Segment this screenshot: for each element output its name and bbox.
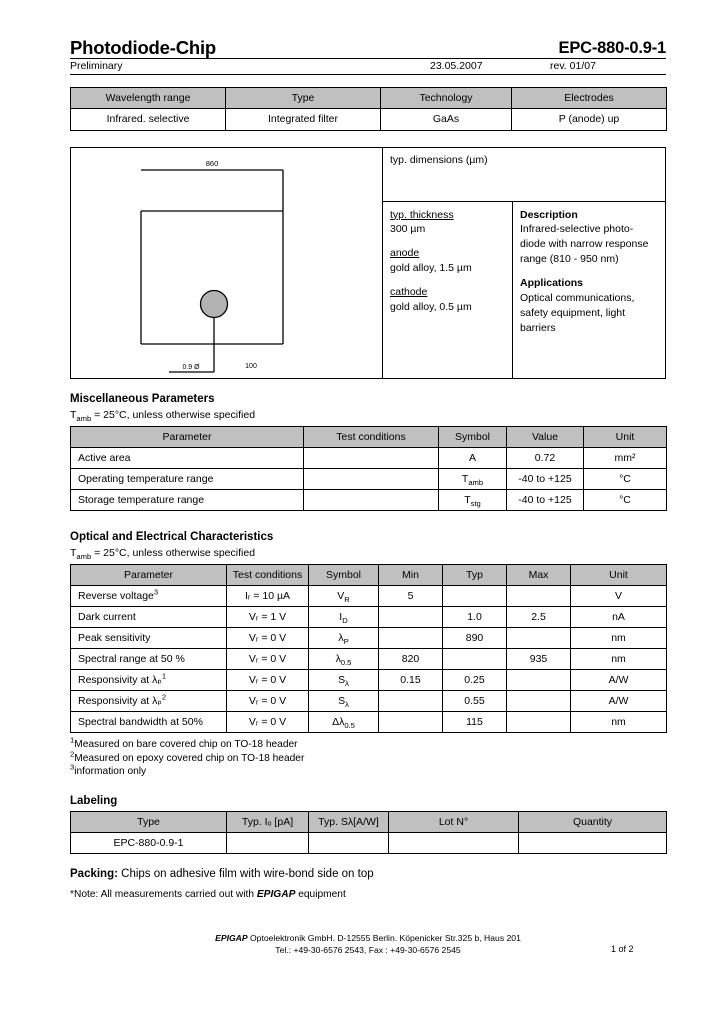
optical-condition-symbol: T	[70, 546, 77, 559]
measurement-note	[70, 880, 666, 900]
labeling-header-typ-id: Typ. Iₒ [pA]	[227, 811, 309, 832]
optical-typ-3	[443, 649, 507, 670]
footer-address-line	[70, 932, 666, 944]
optical-section-title: Optical and Electrical Characteristics	[70, 530, 274, 543]
table-row	[71, 468, 667, 489]
misc-param-0: Active area	[71, 447, 304, 468]
optical-typ-4: 0.25	[443, 670, 507, 691]
optical-unit-0: V	[571, 585, 667, 606]
optical-symbol-2: $\lambda_P$	[309, 627, 379, 648]
summary-value-type: Integrated filter	[226, 109, 381, 130]
dimension-label-pad: 0.9 Ø	[182, 363, 200, 371]
optical-unit-5: A/W	[571, 691, 667, 712]
misc-header-symbol: Symbol	[439, 426, 507, 447]
datasheet-page	[70, 0, 666, 900]
subheader	[70, 59, 666, 74]
optical-header-symbol: Symbol	[309, 564, 379, 585]
footnote-1: $^1$Measured on bare covered chip on TO-18 header	[70, 735, 298, 751]
optical-unit-2: nm	[571, 627, 667, 648]
optical-header-test-conditions: Test conditions	[227, 564, 309, 585]
table-header-row	[71, 88, 667, 109]
table-row	[71, 489, 667, 510]
misc-condition	[70, 409, 666, 426]
misc-condition-text: = 25°C, unless otherwise specified	[94, 408, 256, 421]
optical-min-0: 5	[379, 585, 443, 606]
description-cell	[513, 202, 665, 378]
typ-dimensions-label: typ. dimensions (µm)	[383, 148, 665, 202]
summary-header-wavelength: Wavelength range	[71, 88, 226, 109]
chip-drawing-panel	[71, 148, 383, 378]
table-row	[71, 606, 667, 627]
misc-unit-1: °C	[584, 468, 667, 489]
misc-unit-0: mm²	[584, 447, 667, 468]
optical-test-5: Vᵣ = 0 V	[227, 691, 309, 712]
table-row	[71, 691, 667, 712]
applications-body: Optical communications, safety equipment, light barriers	[520, 292, 635, 334]
cathode-label: cathode	[390, 286, 428, 299]
table-header-row	[71, 811, 667, 832]
misc-symbol-2: $T_{stg}$	[439, 489, 507, 510]
optical-param-4: Responsivity at λₚ$^1$	[71, 670, 227, 691]
anode-label: anode	[390, 247, 420, 260]
summary-value-technology: GaAs	[381, 109, 512, 130]
summary-value-wavelength: Infrared. selective	[71, 109, 226, 130]
labeling-value-lot[interactable]	[389, 832, 519, 853]
misc-value-1: -40 to +125	[507, 468, 584, 489]
table-header-row	[71, 564, 667, 585]
description-title: Description	[520, 208, 578, 221]
note-tail: equipment	[298, 888, 346, 900]
packing-label: Packing:	[70, 867, 118, 880]
labeling-value-type: EPC-880-0.9-1	[71, 832, 227, 853]
note-brand: EPIGAP	[256, 888, 296, 900]
optical-header-unit: Unit	[571, 564, 667, 585]
cathode-value: gold alloy, 0.5 µm	[390, 301, 472, 314]
optical-typ-0	[443, 585, 507, 606]
optical-symbol-0: $V_R$	[309, 585, 379, 606]
optical-param-3: Spectral range at 50 %	[71, 649, 227, 670]
table-header-row	[71, 426, 667, 447]
page-number: 1 of 2	[611, 944, 634, 954]
labeling-table	[70, 811, 667, 854]
optical-header-typ: Typ	[443, 564, 507, 585]
figure-info-panel	[383, 148, 665, 378]
footer-company: EPIGAP	[215, 933, 248, 943]
optical-typ-1: 1.0	[443, 606, 507, 627]
thickness-value: 300 µm	[390, 223, 426, 236]
optical-symbol-3: $\lambda_{0.5}$	[309, 649, 379, 670]
labeling-section-title: Labeling	[70, 794, 118, 807]
optical-symbol-1: $I_D$	[309, 606, 379, 627]
optical-param-6: Spectral bandwidth at 50%	[71, 712, 227, 733]
optical-param-2: Peak sensitivity	[71, 627, 227, 648]
optical-typ-5: 0.55	[443, 691, 507, 712]
optical-test-6: Vᵣ = 0 V	[227, 712, 309, 733]
misc-param-2: Storage temperature range	[71, 489, 304, 510]
footnote-2: $^2$Measured on epoxy covered chip on TO-18 header	[70, 749, 305, 764]
optical-symbol-4: $S_\lambda$	[309, 670, 379, 691]
summary-value-electrodes: P (anode) up	[512, 109, 667, 130]
optical-max-5	[507, 691, 571, 712]
optical-header-parameter: Parameter	[71, 564, 227, 585]
table-row	[71, 649, 667, 670]
table-row	[71, 832, 667, 853]
revision-label: rev. 01/07	[550, 60, 596, 73]
description-body: Infrared-selective photo-diode with narrow response range (810 - 950 nm)	[520, 223, 649, 266]
optical-condition	[70, 547, 666, 564]
misc-symbol-0: A	[439, 447, 507, 468]
optical-min-6	[379, 712, 443, 733]
misc-value-2: -40 to +125	[507, 489, 584, 510]
footer-contact: Tel.: +49-30-6576 2543, Fax : +49-30-6576 2545	[275, 945, 461, 956]
misc-header-value: Value	[507, 426, 584, 447]
misc-header-parameter: Parameter	[71, 426, 304, 447]
table-row	[71, 712, 667, 733]
optical-max-0	[507, 585, 571, 606]
optical-test-1: Vᵣ = 1 V	[227, 606, 309, 627]
page-footer	[70, 932, 666, 957]
footer-address: Optoelektronik GmbH. D-12555 Berlin. Köpenicker Str.325 b, Haus 201	[250, 933, 521, 943]
optical-unit-6: nm	[571, 712, 667, 733]
labeling-value-typ-s[interactable]	[309, 832, 389, 853]
optical-typ-2: 890	[443, 627, 507, 648]
optical-max-1: 2.5	[507, 606, 571, 627]
summary-table	[70, 87, 667, 130]
misc-header-test-conditions: Test conditions	[304, 426, 439, 447]
labeling-value-typ-id[interactable]	[227, 832, 309, 853]
chip-outline-drawing	[71, 148, 381, 377]
optical-symbol-6: $\Delta\lambda_{0.5}$	[309, 712, 379, 733]
optical-header-max: Max	[507, 564, 571, 585]
misc-parameters-table	[70, 426, 667, 511]
table-row	[71, 585, 667, 606]
misc-param-1: Operating temperature range	[71, 468, 304, 489]
misc-test-1	[304, 468, 439, 489]
optical-test-2: Vᵣ = 0 V	[227, 627, 309, 648]
misc-header-unit: Unit	[584, 426, 667, 447]
optical-min-5	[379, 691, 443, 712]
optical-min-3: 820	[379, 649, 443, 670]
optical-unit-4: A/W	[571, 670, 667, 691]
part-number: EPC-880-0.9-1	[558, 39, 666, 58]
optical-max-4	[507, 670, 571, 691]
table-row	[71, 447, 667, 468]
footnotes-list	[70, 733, 666, 778]
dimension-label-bottom-right: 100	[245, 362, 257, 370]
anode-value: gold alloy, 1.5 µm	[390, 262, 472, 275]
optical-param-5: Responsivity at λₚ$^2$	[71, 691, 227, 712]
document-date: 23.05.2007	[430, 60, 483, 73]
misc-condition-symbol: T	[70, 408, 77, 421]
footnote-3: $^3$information only	[70, 762, 147, 778]
optical-min-1	[379, 606, 443, 627]
optical-param-0: Reverse voltage$^3$	[71, 585, 227, 606]
labeling-header-quantity: Quantity	[519, 811, 667, 832]
document-header	[70, 0, 666, 57]
labeling-header-typ-s: Typ. Sλ[A/W]	[309, 811, 389, 832]
status-label: Preliminary	[70, 60, 123, 73]
optical-header-min: Min	[379, 564, 443, 585]
optical-unit-3: nm	[571, 649, 667, 670]
labeling-header-lot: Lot N°	[389, 811, 519, 832]
summary-header-technology: Technology	[381, 88, 512, 109]
optical-max-6	[507, 712, 571, 733]
optical-test-4: Vᵣ = 0 V	[227, 670, 309, 691]
thickness-label: typ. thickness	[390, 208, 454, 221]
bond-pad-circle	[201, 290, 228, 317]
optical-min-4: 0.15	[379, 670, 443, 691]
optical-max-3: 935	[507, 649, 571, 670]
optical-characteristics-table	[70, 564, 667, 734]
summary-header-type: Type	[226, 88, 381, 109]
misc-unit-2: °C	[584, 489, 667, 510]
table-row	[71, 627, 667, 648]
misc-test-2	[304, 489, 439, 510]
optical-symbol-5: $S_\lambda$	[309, 691, 379, 712]
figure-block	[70, 147, 666, 379]
optical-test-3: Vᵣ = 0 V	[227, 649, 309, 670]
packing-text: Chips on adhesive film with wire-bond side on top	[121, 867, 374, 880]
optical-unit-1: nA	[571, 606, 667, 627]
note-text: *Note: All measurements carried out with	[70, 888, 255, 900]
material-spec-cell	[383, 202, 513, 378]
misc-condition-sub: amb	[76, 413, 92, 423]
optical-min-2	[379, 627, 443, 648]
table-row	[71, 670, 667, 691]
misc-value-0: 0.72	[507, 447, 584, 468]
applications-title: Applications	[520, 277, 584, 290]
labeling-header-type: Type	[71, 811, 227, 832]
page-title: Photodiode-Chip	[70, 37, 216, 58]
optical-typ-6: 115	[443, 712, 507, 733]
optical-test-0: Iᵣ = 10 µA	[227, 585, 309, 606]
table-row	[71, 109, 667, 130]
optical-max-2	[507, 627, 571, 648]
misc-symbol-1: $T_{amb}$	[439, 468, 507, 489]
packing-line	[70, 866, 666, 880]
labeling-value-quantity[interactable]	[519, 832, 667, 853]
misc-section-title: Miscellaneous Parameters	[70, 392, 215, 405]
optical-condition-text: = 25°C, unless otherwise specified	[94, 546, 256, 559]
dimension-label-top: 860	[205, 158, 219, 168]
optical-condition-sub: amb	[76, 551, 92, 561]
summary-header-electrodes: Electrodes	[512, 88, 667, 109]
optical-param-1: Dark current	[71, 606, 227, 627]
misc-test-0	[304, 447, 439, 468]
